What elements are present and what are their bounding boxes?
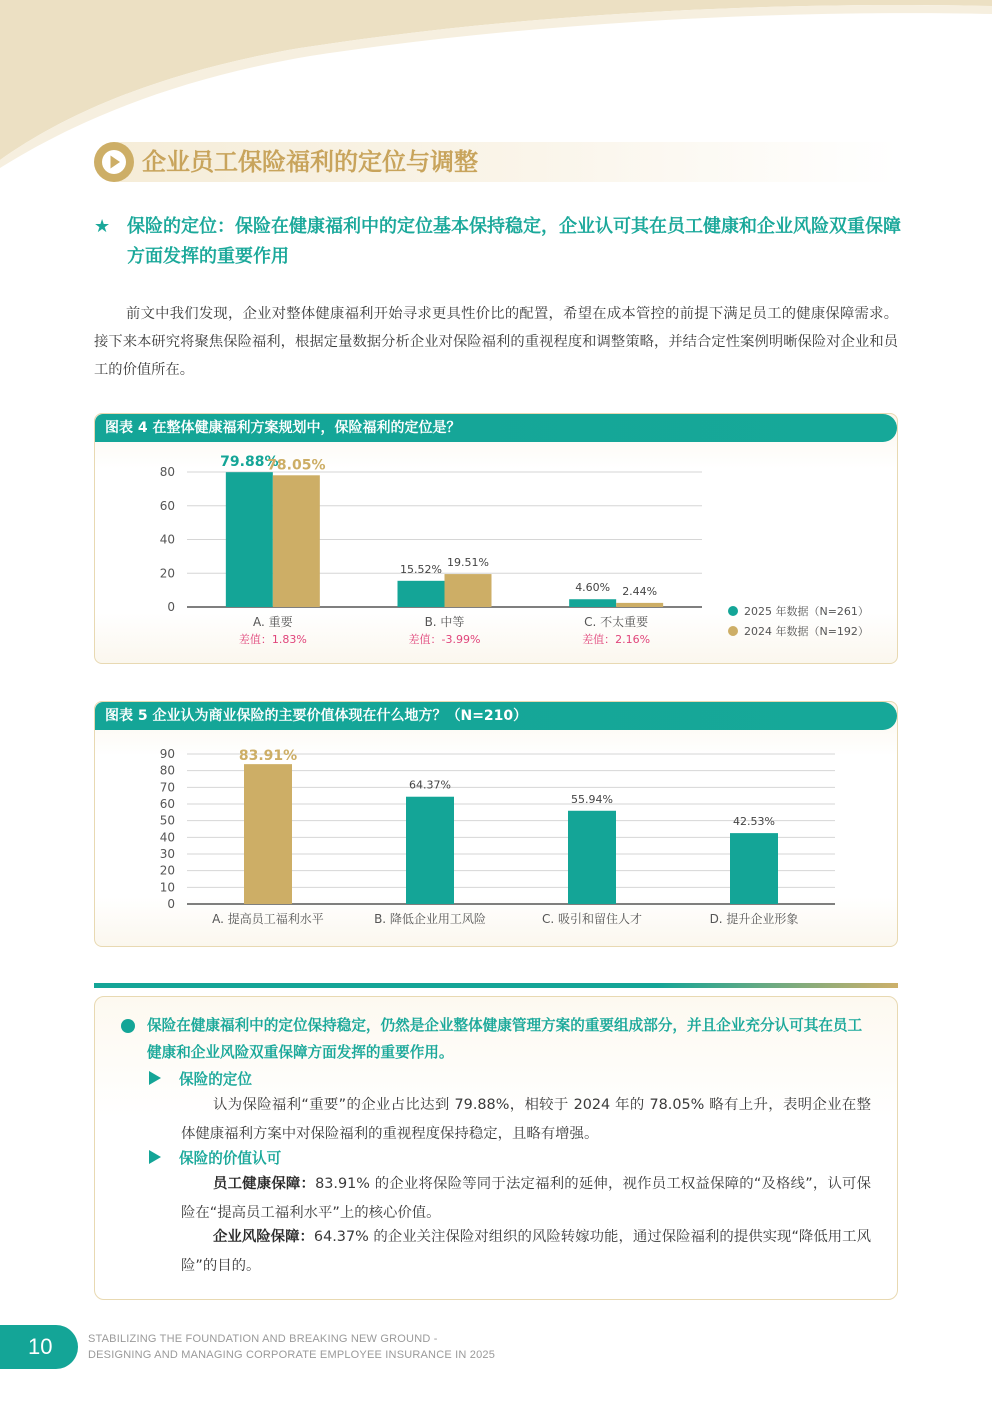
bar [398,581,445,607]
section-title: 企业员工保险福利的定位与调整 [142,148,478,176]
figure-4-panel [94,413,898,664]
section-divider [94,983,898,988]
footer-line-2: DESIGNING AND MANAGING CORPORATE EMPLOYEE INSURANCE IN 2025 [88,1349,496,1361]
legend-marker [728,626,738,636]
x-tick-label: B. 降低企业用工风险 [374,912,486,926]
subheading-text: 保险的定位：保险在健康福利中的定位基本保持稳定，企业认可其在员工健康和企业风险双重保障方面发挥的重要作用 [127,216,901,267]
bar [244,764,292,904]
y-tick-label: 40 [159,532,175,547]
summary-lead-text: 保险在健康福利中的定位保持稳定，仍然是企业整体健康管理方案的重要组成部分，并且企业充分认可其在员工健康和企业风险双重保障方面发挥的重要作用。 [147,1017,863,1061]
triangle-bullet-icon [149,1071,161,1085]
summary-sub2-para2 [181,1223,871,1281]
summary-sub2-p2-text: 64.37% 的企业关注保险对组织的风险转嫁功能，通过保险福利的提供实现“降低用工风险”的目的。 [181,1229,871,1274]
footer-running-title [88,1331,495,1363]
data-label: 2.44% [622,584,658,598]
y-tick-label: 70 [159,780,175,795]
bullet-dot-icon [121,1019,135,1033]
y-tick-label: 30 [159,847,175,861]
figure-4-chart [95,442,897,662]
summary-sub2-para1 [181,1170,871,1228]
bar [445,574,492,607]
summary-sub1-text: 认为保险福利“重要”的企业占比达到 79.88%，相较于 2024 年的 78.05% 略有上升，表明企业在整体健康福利方案中对保险福利的重视程度保持稳定，且略有增强。 [181,1097,871,1142]
x-tick-label: D. 提升企业形象 [709,912,799,926]
data-label: 55.94% [571,792,613,806]
y-tick-label: 80 [159,465,175,479]
summary-sub2-heading [149,1147,281,1171]
bar [226,472,273,607]
data-label: 83.91% [238,748,298,765]
summary-sub2-p1-label: 员工健康保障： [213,1176,316,1192]
y-tick-label: 20 [159,566,175,581]
y-tick-label: 10 [159,880,175,895]
triangle-bullet-icon [149,1150,161,1164]
star-icon: ★ [94,216,111,237]
page-number-tab [0,1325,78,1369]
summary-sub1-title: 保险的定位 [179,1071,252,1088]
summary-sub2-p2-label: 企业风险保障： [213,1229,314,1245]
y-tick-label: 60 [159,498,175,513]
legend-label: 2024 年数据（N=192） [744,625,869,638]
y-tick-label: 90 [159,747,175,761]
difference-label: 差值：2.16% [582,633,651,646]
data-label: 64.37% [409,778,451,792]
y-tick-label: 40 [159,830,175,845]
summary-sub1-heading [149,1068,252,1092]
summary-lead [121,1012,871,1066]
y-tick-label: 0 [167,897,175,911]
footer-line-1: STABILIZING THE FOUNDATION AND BREAKING NEW GROUND - [88,1333,438,1345]
bar [568,811,616,904]
figure-4-header [95,414,897,442]
bar [273,475,320,607]
figure-5-header [95,702,897,730]
data-label: 79.88% [220,454,279,471]
difference-label: 差值：-3.99% [408,633,481,646]
y-tick-label: 60 [159,797,175,811]
summary-box [94,996,898,1300]
figure-5-panel [94,701,898,947]
summary-sub2-p1-text: 83.91% 的企业将保险等同于法定福利的延伸，视作员工权益保障的“及格线”，认可保险在“提高员工福利水平”上的核心价值。 [181,1176,871,1221]
figure-5-chart [95,730,897,945]
legend-marker [728,606,738,616]
y-tick-label: 0 [167,600,175,614]
y-tick-label: 80 [159,763,175,778]
subheading [94,212,904,272]
x-tick-label: A. 重要 [253,615,293,629]
data-label: 15.52% [400,562,442,576]
figure-4-title: 图表 4 在整体健康福利方案规划中，保险福利的定位是？ [105,420,461,436]
summary-sub2-title: 保险的价值认可 [179,1150,282,1167]
legend-label: 2025 年数据（N=261） [744,605,869,618]
data-label: 19.51% [447,556,489,570]
page-number: 10 [28,1334,53,1359]
y-tick-label: 50 [159,813,175,828]
x-tick-label: B. 中等 [424,615,465,629]
data-label: 42.53% [733,815,775,829]
x-tick-label: A. 提高员工福利水平 [212,912,324,926]
intro-paragraph: 前文中我们发现，企业对整体健康福利开始寻求更具性价比的配置，希望在成本管控的前提下满足员工的健康保障需求。接下来本研究将聚焦保险福利，根据定量数据分析企业对保险福利的重视程度和调整策略，并结合定性案例明晰保险对企业和员工的价值所在。 [94,306,898,378]
x-tick-label: C. 吸引和留住人才 [541,912,643,926]
figure-5-title: 图表 5 企业认为商业保险的主要价值体现在什么地方？（N=210） [105,708,528,724]
bar [569,599,616,607]
difference-label: 差值：1.83% [238,633,307,646]
data-label: 78.05% [267,457,326,474]
y-tick-label: 20 [159,863,175,878]
data-label: 4.60% [575,581,611,595]
bar [730,833,778,904]
bar [406,797,454,904]
bar [616,603,663,607]
x-tick-label: C. 不太重要 [584,615,649,629]
play-icon [94,142,134,182]
